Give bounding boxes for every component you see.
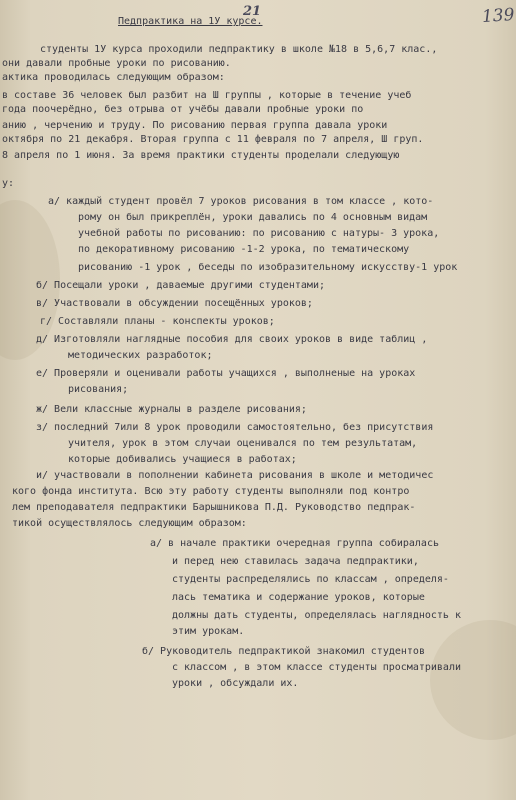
list-item: тикой осуществлялось следующим образом: <box>12 518 247 529</box>
list-item: и/ участвовали в пополнении кабинета рисования в школе и методичес <box>36 470 434 481</box>
paragraph-line: у: <box>2 178 15 189</box>
paragraph-line: октября по 21 декабря. Вторая группа с 11 февраля по 7 апреля, Ш груп. <box>2 134 424 145</box>
sub-list-item: лась тематика и содержание уроков, которые <box>172 592 425 603</box>
paragraph-line: они давали пробные уроки по рисованию. <box>2 58 231 69</box>
sub-list-item: этим урокам. <box>172 626 245 637</box>
paragraph-line: года поочерёдно, без отрыва от учёбы давали пробные уроки по <box>2 104 364 115</box>
list-item: в/ Участвовали в обсуждении посещённых уроков; <box>36 298 313 309</box>
paragraph-line: 8 апреля по 1 июня. За время практики студенты проделали следующую <box>2 150 400 161</box>
sub-list-item: студенты распределялись по классам , определя- <box>172 574 449 585</box>
list-item: б/ Посещали уроки , даваемые другими студентами; <box>36 280 325 291</box>
list-item: з/ последний 7или 8 урок проводили самостоятельно, без присутствия <box>36 422 434 433</box>
sub-list-item: уроки , обсуждали их. <box>172 678 299 689</box>
list-item: а/ каждый студент провёл 7 уроков рисования в том классе , кото- <box>48 196 434 207</box>
handwritten-page-number: 21 <box>243 4 262 19</box>
sub-list-item: и перед нею ставилась задача педпрактики, <box>172 556 419 567</box>
list-item: рисования; <box>68 384 129 395</box>
document-title: Педпрактика на 1У курсе. <box>118 16 263 27</box>
list-item: которые добивались учащиеся в работах; <box>68 454 297 465</box>
list-item: д/ Изготовляли наглядные пособия для своих уроков в виде таблиц , <box>36 334 428 345</box>
paragraph-line: актика проводилась следующим образом: <box>2 72 225 83</box>
sub-list-item: а/ в начале практики очередная группа собиралась <box>150 538 439 549</box>
list-item: кого фонда института. Всю эту работу студенты выполняли под контро <box>12 486 410 497</box>
archive-sheet-number: 139 <box>481 4 516 28</box>
sub-list-item: б/ Руководитель педпрактикой знакомил студентов <box>142 646 425 657</box>
paragraph-line: студенты 1У курса проходили педпрактику в школе №18 в 5,6,7 клас., <box>40 44 438 55</box>
list-item: г/ Составляли планы - конспекты уроков; <box>40 316 275 327</box>
list-item: по декоративному рисованию -1-2 урока, по тематическому <box>78 244 410 255</box>
list-item: методических разработок; <box>68 350 213 361</box>
list-item: е/ Проверяли и оценивали работы учащихся , выполненые на уроках <box>36 368 416 379</box>
list-item: лем преподавателя педпрактики Барышникова П.Д. Руководство педпрак- <box>12 502 416 513</box>
paper-stain <box>430 620 516 740</box>
list-item: ромy он был прикреплён, уроки давались по 4 основным видам <box>78 212 428 223</box>
sub-list-item: должны дать студенты, определялась наглядность к <box>172 610 461 621</box>
list-item: учебной работы по рисованию: по рисованию с натуры- 3 урока, <box>78 228 440 239</box>
list-item: ж/ Вели классные журналы в разделе рисования; <box>36 404 307 415</box>
list-item: рисованию -1 урок , беседы по изобразительному искусству-1 урок <box>78 262 458 273</box>
list-item: учителя, урок в этом случаи оценивался по тем результатам, <box>68 438 418 449</box>
sub-list-item: с классом , в этом классе студенты просматривали <box>172 662 461 673</box>
paragraph-line: анию , черчению и труду. По рисованию первая группа давала уроки <box>2 120 388 131</box>
paragraph-line: в составе 36 человек был разбит на Ш группы , которые в течение учеб <box>2 90 412 101</box>
